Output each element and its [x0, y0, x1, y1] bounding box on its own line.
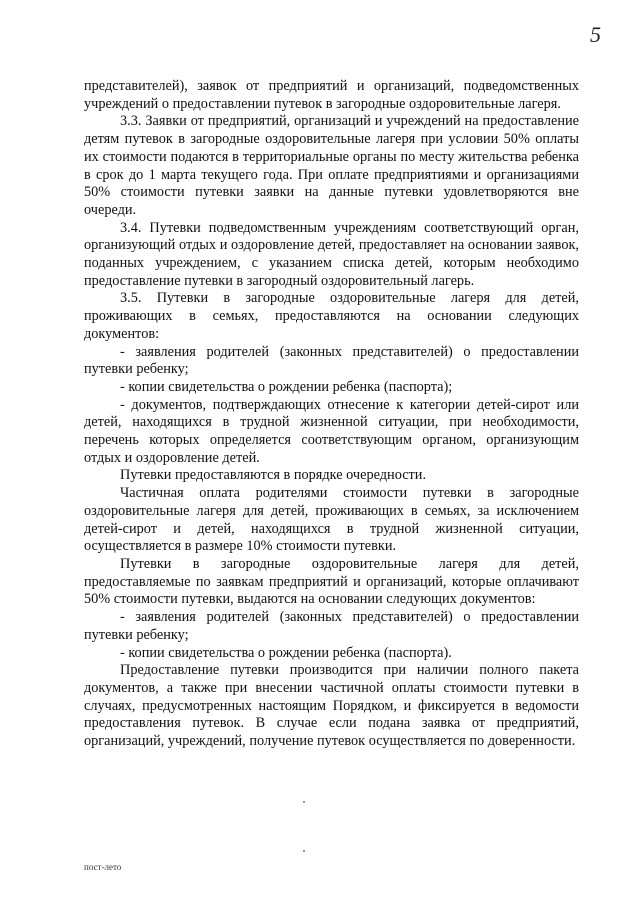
paragraph: Путевки предоставляются в порядке очередности. — [120, 467, 427, 484]
list-item: - копии свидетельства о рождении ребенка (паспорта); — [120, 378, 453, 395]
paragraph: Предоставление путевки производится при наличии полного пакета документов, а также при внесении частичной оплаты стоимости путевки в случаях, предусмотренных настоящим Порядком, и фиксируется в ведомости предоставления путевок. В случае если подана заявка от предприятий, организаций, учреждений, получение путевок осуществляется по доверенности. — [84, 662, 579, 750]
footer-file-code: пост-лето — [84, 862, 122, 872]
handwritten-page-number: 5 — [590, 22, 601, 47]
scan-speck — [303, 850, 305, 852]
document-body — [84, 78, 579, 751]
list-item: - копии свидетельства о рождении ребенка (паспорта). — [120, 644, 452, 661]
scan-speck — [303, 801, 305, 803]
paragraph: представителей), заявок от предприятий и организаций, подведомственных учреждений о предоставлении путевок в загородные оздоровительные лагеря. — [84, 78, 579, 112]
paragraph: 3.5. Путевки в загородные оздоровительные лагеря для детей, проживающих в семьях, предоставляются на основании следующих документов: — [84, 290, 579, 342]
list-item: - заявления родителей (законных представителей) о предоставлении путевки ребенку; — [84, 609, 579, 643]
paragraph: Путевки в загородные оздоровительные лагеря для детей, предоставляемые по заявкам предприятий и организаций, которые оплачивают 50% стоимости путевки, выдаются на основании следующих документов: — [84, 555, 579, 608]
list-item: - документов, подтверждающих отнесение к категории детей-сирот или детей, находящихся в трудной жизненной ситуации, при необходимости, перечень которых определяется соответствующим органом, организующим отдых и оздоровление детей. — [84, 396, 579, 466]
paragraph: Частичная оплата родителями стоимости путевки в загородные оздоровительные лагеря для детей, проживающих в семьях, за исключением детей-сирот и детей, находящихся в трудной жизненной ситуации, осуществляется в размере 10% стоимости путевки. — [84, 485, 579, 555]
list-item: - заявления родителей (законных представителей) о предоставлении путевки ребенку; — [84, 343, 579, 378]
paragraph: 3.4. Путевки подведомственным учреждениям соответствующий орган, организующий отдых и оздоровление детей, предоставляет на основании заявок, поданных учреждением, с указанием списка детей, которым необходимо предоставление путевки в загородный оздоровительный лагерь. — [84, 219, 579, 289]
paragraph: 3.3. Заявки от предприятий, организаций и учреждений на предоставление детям путевок в загородные оздоровительные лагеря при условии 50% оплаты их стоимости подаются в территориальные органы по месту жительства ребенка в срок до 1 марта текущего года. При оплате предприятиями и организациями 50% стоимости путевки заявки на данные путевки удовлетворяются вне очереди. — [84, 113, 579, 218]
